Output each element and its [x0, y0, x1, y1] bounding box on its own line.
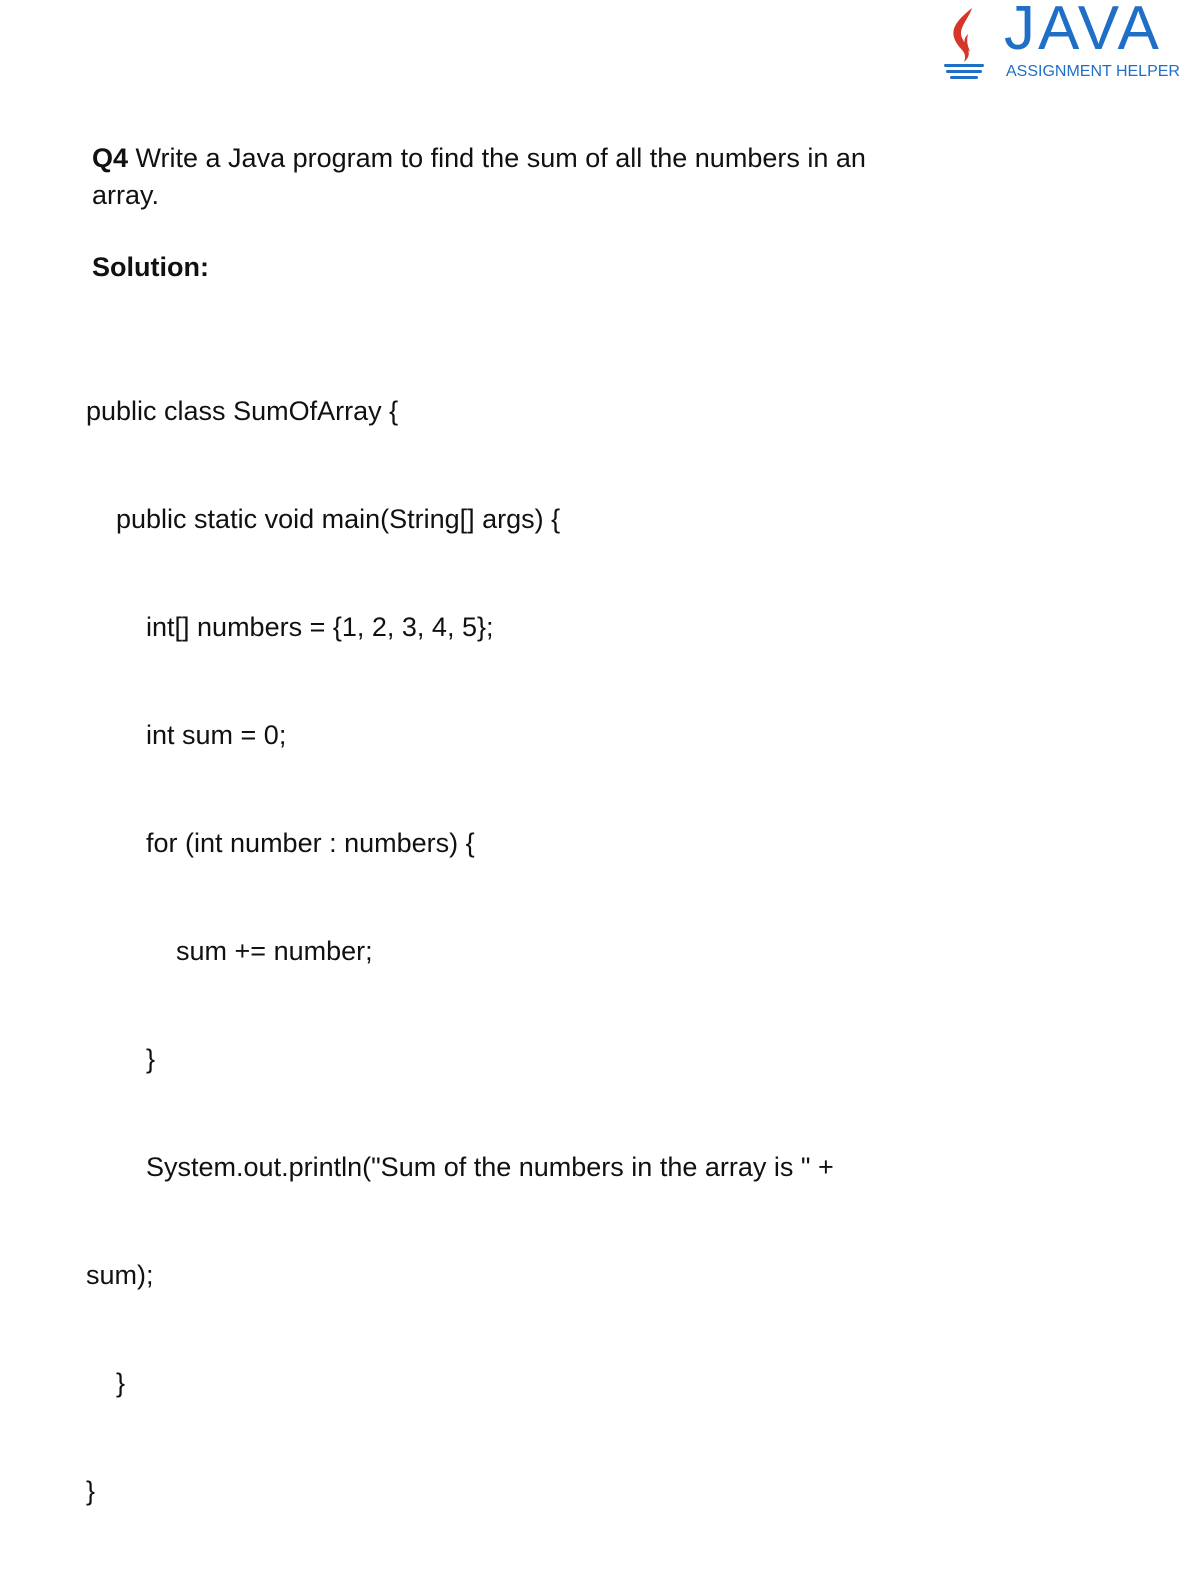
code-line: int[] numbers = {1, 2, 3, 4, 5};	[86, 612, 494, 642]
solution-label: Solution:	[92, 252, 209, 282]
code-line: System.out.println("Sum of the numbers in the array is " +	[86, 1152, 834, 1182]
logo-subtitle: ASSIGNMENT HELPER	[1006, 63, 1180, 80]
code-line: int sum = 0;	[86, 720, 287, 750]
java-cup-icon	[942, 6, 988, 80]
document-body	[86, 140, 892, 1506]
code-line: public static void main(String[] args) {	[86, 504, 561, 534]
question-number: Q4	[92, 143, 129, 173]
code-line: sum += number;	[86, 936, 373, 966]
code-line: }	[86, 1476, 96, 1506]
code-line: sum);	[86, 1260, 154, 1290]
code-line: }	[86, 1044, 156, 1074]
logo-title: JAVA	[1004, 0, 1162, 63]
code-block	[86, 321, 834, 1581]
code-line: public class SumOfArray {	[86, 396, 399, 426]
java-assignment-helper-logo	[942, 2, 1198, 88]
code-line: }	[86, 1368, 126, 1398]
question-body: Write a Java program to find the sum of all the numbers in an array.	[92, 143, 866, 210]
code-line: for (int number : numbers) {	[86, 828, 475, 858]
question-text	[92, 140, 892, 214]
